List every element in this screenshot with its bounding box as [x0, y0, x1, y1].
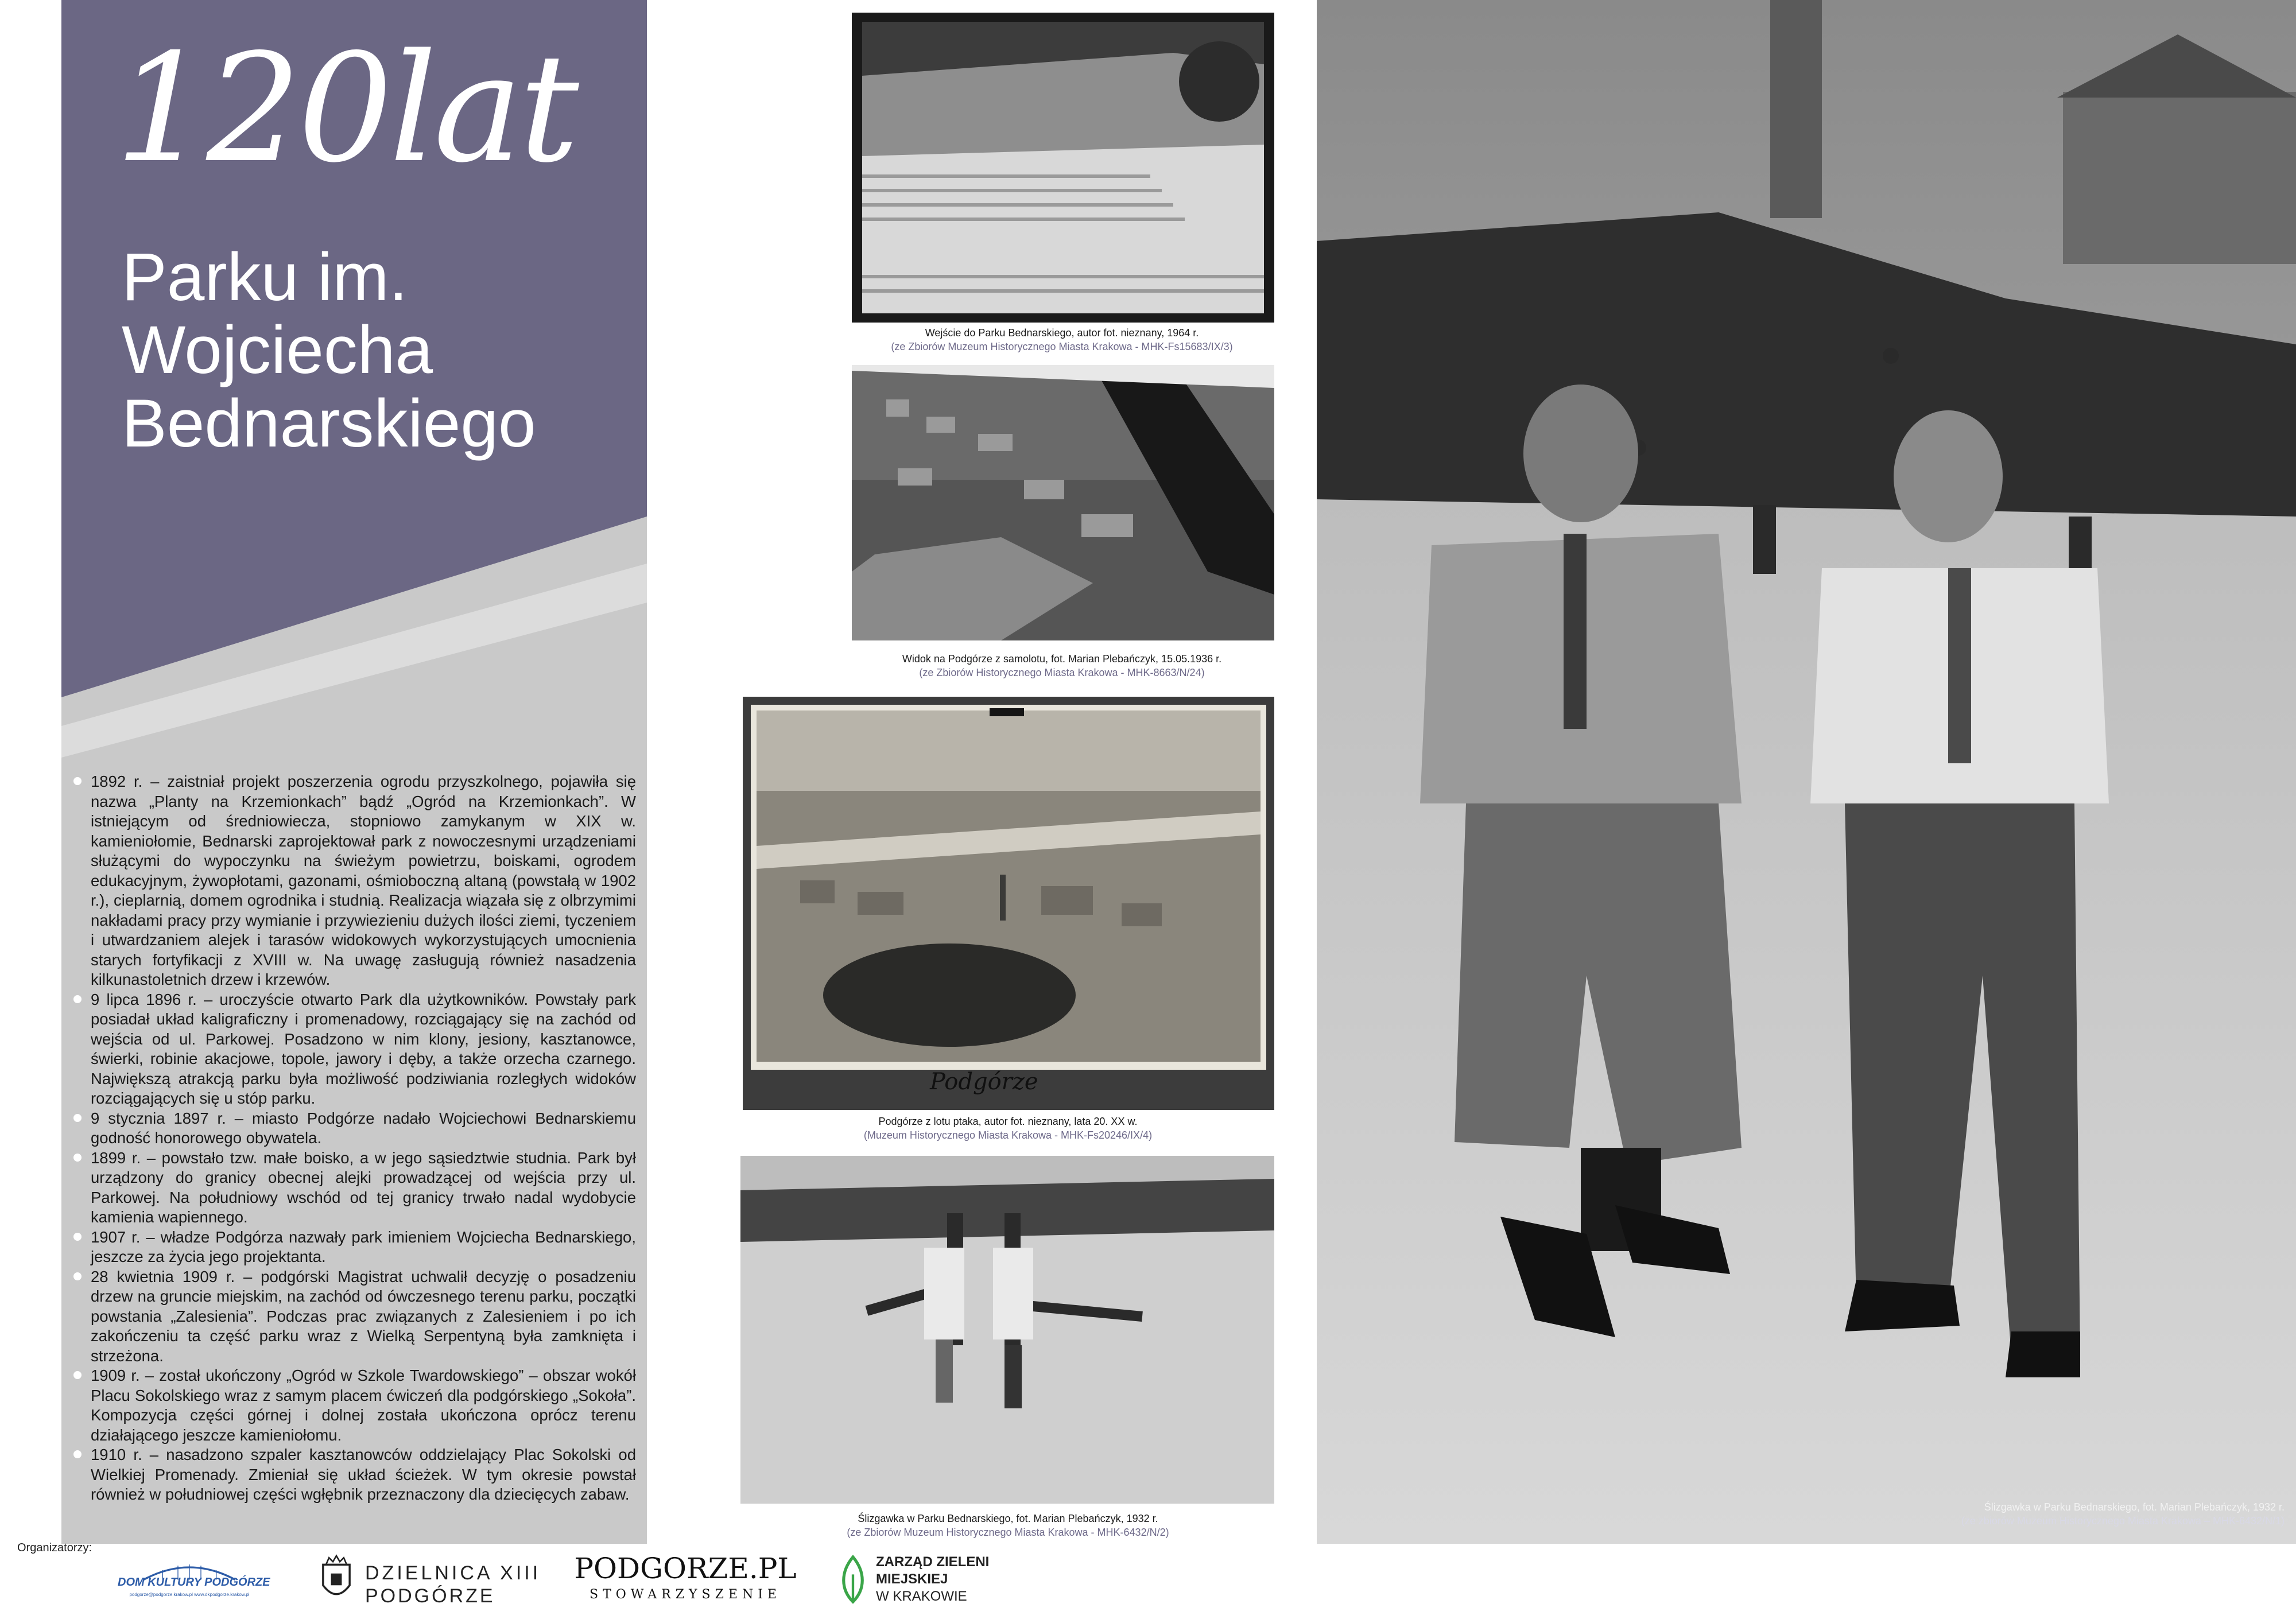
footer-label: Organizatorzy:: [17, 1542, 92, 1554]
photo-entrance: [852, 13, 1274, 323]
caption-aerial-plane-source: (ze Zbiorów Historycznego Miasta Krakowa - MHK-8663/N/24): [919, 667, 1205, 678]
caption-rink-large-title: Ślizgawka w Parku Bednarskiego, fot. Marian Plebańczyk, 1932 r.: [1984, 1501, 2285, 1513]
podgorze-pl-line2: STOWARZYSZENIE: [589, 1587, 781, 1602]
caption-entrance-title: Wejście do Parku Bednarskiego, autor fot. nieznany, 1964 r.: [925, 327, 1199, 339]
caption-rink-large: [1779, 1500, 2285, 1528]
logo-zarzad-zieleni: [838, 1550, 1022, 1613]
zzm-line1: ZARZĄD ZIELENI: [876, 1554, 990, 1570]
photo-rink-large: [1317, 0, 2296, 1544]
timeline-item-1909: 1909 r. – został ukończony „Ogród w Szkole Twardowskiego” – obszar wokół Placu Sokolskiego wraz z samym placem ćwiczeń dla podgórskiego „Sokoła”. Kompozycja części górnej i dolnej została ukończona oprócz terenu działającego jeszcze kamieniołomu.: [85, 1366, 636, 1445]
caption-birds-eye-title: Podgórze z lotu ptaka, autor fot. nieznany, lata 20. XX w.: [878, 1116, 1138, 1127]
timeline-item-1910: 1910 r. – nasadzono szpaler kasztanowców oddzielający Plac Sokolski od Wielkiej Promenady. Zmieniał się układ ścieżek. W tym okresie powstał również w południowej części wgłębnik przeznaczony dla dziecięcych zabaw.: [85, 1445, 636, 1505]
timeline-item-1897: 9 stycznia 1897 r. – miasto Podgórze nadało Wojciechowi Bednarskiemu godność honorowego obywatela.: [85, 1109, 636, 1148]
photo-rink-small: [740, 1156, 1274, 1504]
logo-dzielnica-xiii: [319, 1550, 541, 1613]
photo-birds-eye: [743, 697, 1274, 1110]
caption-entrance: [804, 326, 1320, 354]
leaf-icon: [838, 1552, 868, 1607]
timeline-item-1896: 9 lipca 1896 r. – uroczyście otwarto Park dla użytkowników. Powstały park posiadał układ kaligraficzny i promenadowy, rozciągający się na zachód od wejścia od ul. Parkowej. Posadzono w nim klony, jesiony, kasztanowce, świerki, robinie akacjowe, topole, jawory i dęby, a także orzecha czarnego. Największą atrakcją parku była możliwość podziwiania rozległych widoków rozciągających się u stóp parku.: [85, 990, 636, 1109]
caption-rink-small-title: Ślizgawka w Parku Bednarskiego, fot. Marian Plebańczyk, 1932 r.: [858, 1513, 1158, 1524]
dom-kultury-name: DOM KULTURY PODGÓRZE: [118, 1576, 270, 1589]
zzm-line3: W KRAKOWIE: [876, 1589, 967, 1604]
logo-dom-kultury: [115, 1559, 270, 1610]
dom-kultury-contact: podgorze@podgorze.krakow.pl www.dkpodgorze.krakow.pl: [129, 1592, 250, 1597]
title-line-2: Wojciecha: [122, 312, 433, 389]
title-120lat: 120lat: [115, 22, 576, 196]
title-line-3: Bednarskiego: [122, 385, 536, 461]
logo-podgorze-pl: [565, 1552, 806, 1609]
timeline-list: [85, 772, 636, 1505]
caption-birds-eye: [750, 1115, 1266, 1142]
caption-aerial-plane-title: Widok na Podgórze z samolotu, fot. Marian Plebańczyk, 15.05.1936 r.: [902, 653, 1222, 665]
zzm-line2: MIEJSKIEJ: [876, 1571, 948, 1587]
timeline-item-1892: 1892 r. – zaistniał projekt poszerzenia ogrodu przyszkolnego, pojawiła się nazwa „Planty na Krzemionkach” bądź „Ogród na Krzemionkach”. W istniejącym od średniowiecza, stopniowo zamykanym w XIX w. kamieniołomie, Bednarski zaprojektował park z nowoczesnymi urządzeniami służącymi do wypoczynku na świeżym powietrzu, boiskami, ogrodem edukacyjnym, żywopłotami, gazonami, ośmioboczną altaną (powstałą w 1902 r.), cieplarnią, domem ogrodnika i studnią. Realizacja wiązała się z olbrzymimi nakładami pracy przy wymianie i przywiezieniu dużych ilości ziemi, tyczeniem i utwardzaniem alejek i tarasów widokowych wykorzystujących umocnienia starych fortyfikacji z XVIII w. Na uwagę zasługują również nasadzenia kilkunastoletnich drzew i krzewów.: [85, 772, 636, 990]
caption-aerial-plane: [804, 652, 1320, 680]
photo-birds-eye-handwritten: Podgórze: [930, 1069, 1038, 1095]
caption-rink-large-source: (ze zbiorów Muzeum Historycznego Miasta Krakowa – MHK-6432/N/1): [1961, 1515, 2285, 1527]
photo-aerial-plane: [852, 365, 1274, 640]
caption-rink-small-source: (ze Zbiorów Muzeum Historycznego Miasta Krakowa - MHK-6432/N/2): [847, 1527, 1169, 1538]
page-title: [122, 241, 627, 460]
timeline-item-1899: 1899 r. – powstało tzw. małe boisko, a w jego sąsiedztwie studnia. Park był urządzony do granicy obecnej alejki prowadzącej od wejścia przy ul. Parkowej. Na południowy wschód od tej granicy trwało nadal wydobycie kamienia wapiennego.: [85, 1148, 636, 1228]
caption-entrance-source: (ze Zbiorów Muzeum Historycznego Miasta Krakowa - MHK-Fs15683/IX/3): [891, 341, 1233, 352]
caption-rink-small: [750, 1512, 1266, 1539]
podgorze-pl-line1: PODGORZE.PL: [574, 1552, 797, 1585]
timeline-item-1909-april: 28 kwietnia 1909 r. – podgórski Magistrat uchwalił decyzję o posadzeniu drzew na gruncie miejskim, na zachód od ówczesnego terenu parku, początki powstania „Zalesienia”. Podczas prac związanych z Zalesieniem i po ich zakończeniu ta część parku wraz z Wielką Serpentyną była zamknięta i strzeżona.: [85, 1267, 636, 1366]
title-line-1: Parku im.: [122, 239, 408, 315]
dzielnica-line2: PODGÓRZE: [365, 1585, 495, 1607]
coat-of-arms-icon: [319, 1551, 354, 1608]
timeline-item-1907: 1907 r. – władze Podgórza nazwały park imieniem Wojciecha Bednarskiego, jeszcze za życia jego projektanta.: [85, 1228, 636, 1267]
dzielnica-line1: DZIELNICA XIII: [365, 1562, 541, 1584]
caption-birds-eye-source: (Muzeum Historycznego Miasta Krakowa - MHK-Fs20246/IX/4): [863, 1129, 1153, 1141]
